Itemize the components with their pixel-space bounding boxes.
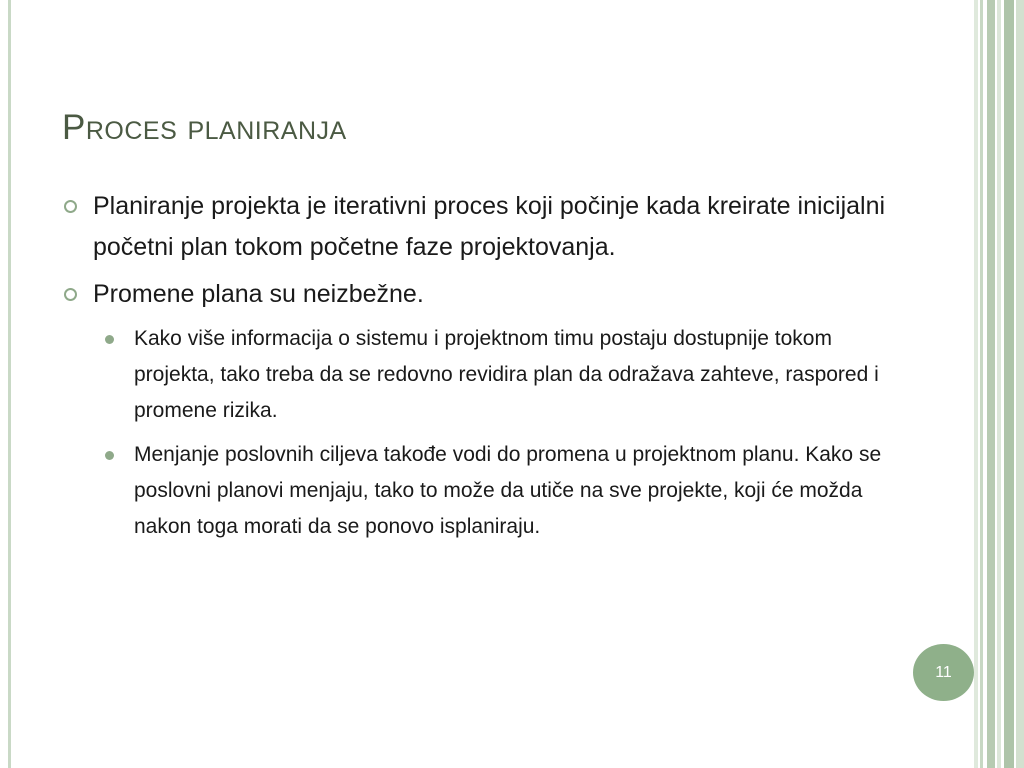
stripe [1004, 0, 1014, 768]
sub-bullet-item [62, 437, 902, 545]
left-border-line [8, 0, 11, 768]
page-number: 11 [935, 663, 952, 681]
ring-bullet-icon [64, 200, 77, 213]
stripe [987, 0, 995, 768]
stripe [997, 0, 1001, 768]
dot-bullet-icon [105, 451, 114, 460]
bullet-text: Promene plana su neizbežne. [93, 280, 424, 308]
sub-bullet-text: Menjanje poslovnih ciljeva takođe vodi do promena u projektnom planu. Kako se poslovni planovi menjaju, tako to može da utiče na sve projekte, koji će možda nakon toga morati da se ponovo isplaniraju. [134, 443, 882, 538]
page-number-badge [913, 644, 974, 701]
stripe [980, 0, 983, 768]
bullet-text: Planiranje projekta je iterativni proces koji počinje kada kreirate inicijalni početni plan tokom početne faze projektovanja. [93, 192, 886, 261]
decorative-right-stripes [974, 0, 1024, 768]
ring-bullet-icon [64, 288, 77, 301]
sub-bullet-text: Kako više informacija o sistemu i projektnom timu postaju dostupnije tokom projekta, tako treba da se redovno revidira plan da odražava zahteve, raspored i promene rizika. [134, 327, 879, 422]
slide-title: Proces planiranja [62, 108, 347, 147]
slide-content [62, 186, 902, 553]
bullet-item [62, 274, 902, 315]
bullet-item [62, 186, 902, 268]
sub-bullet-item [62, 321, 902, 429]
dot-bullet-icon [105, 335, 114, 344]
stripe [974, 0, 978, 768]
stripe [1016, 0, 1024, 768]
